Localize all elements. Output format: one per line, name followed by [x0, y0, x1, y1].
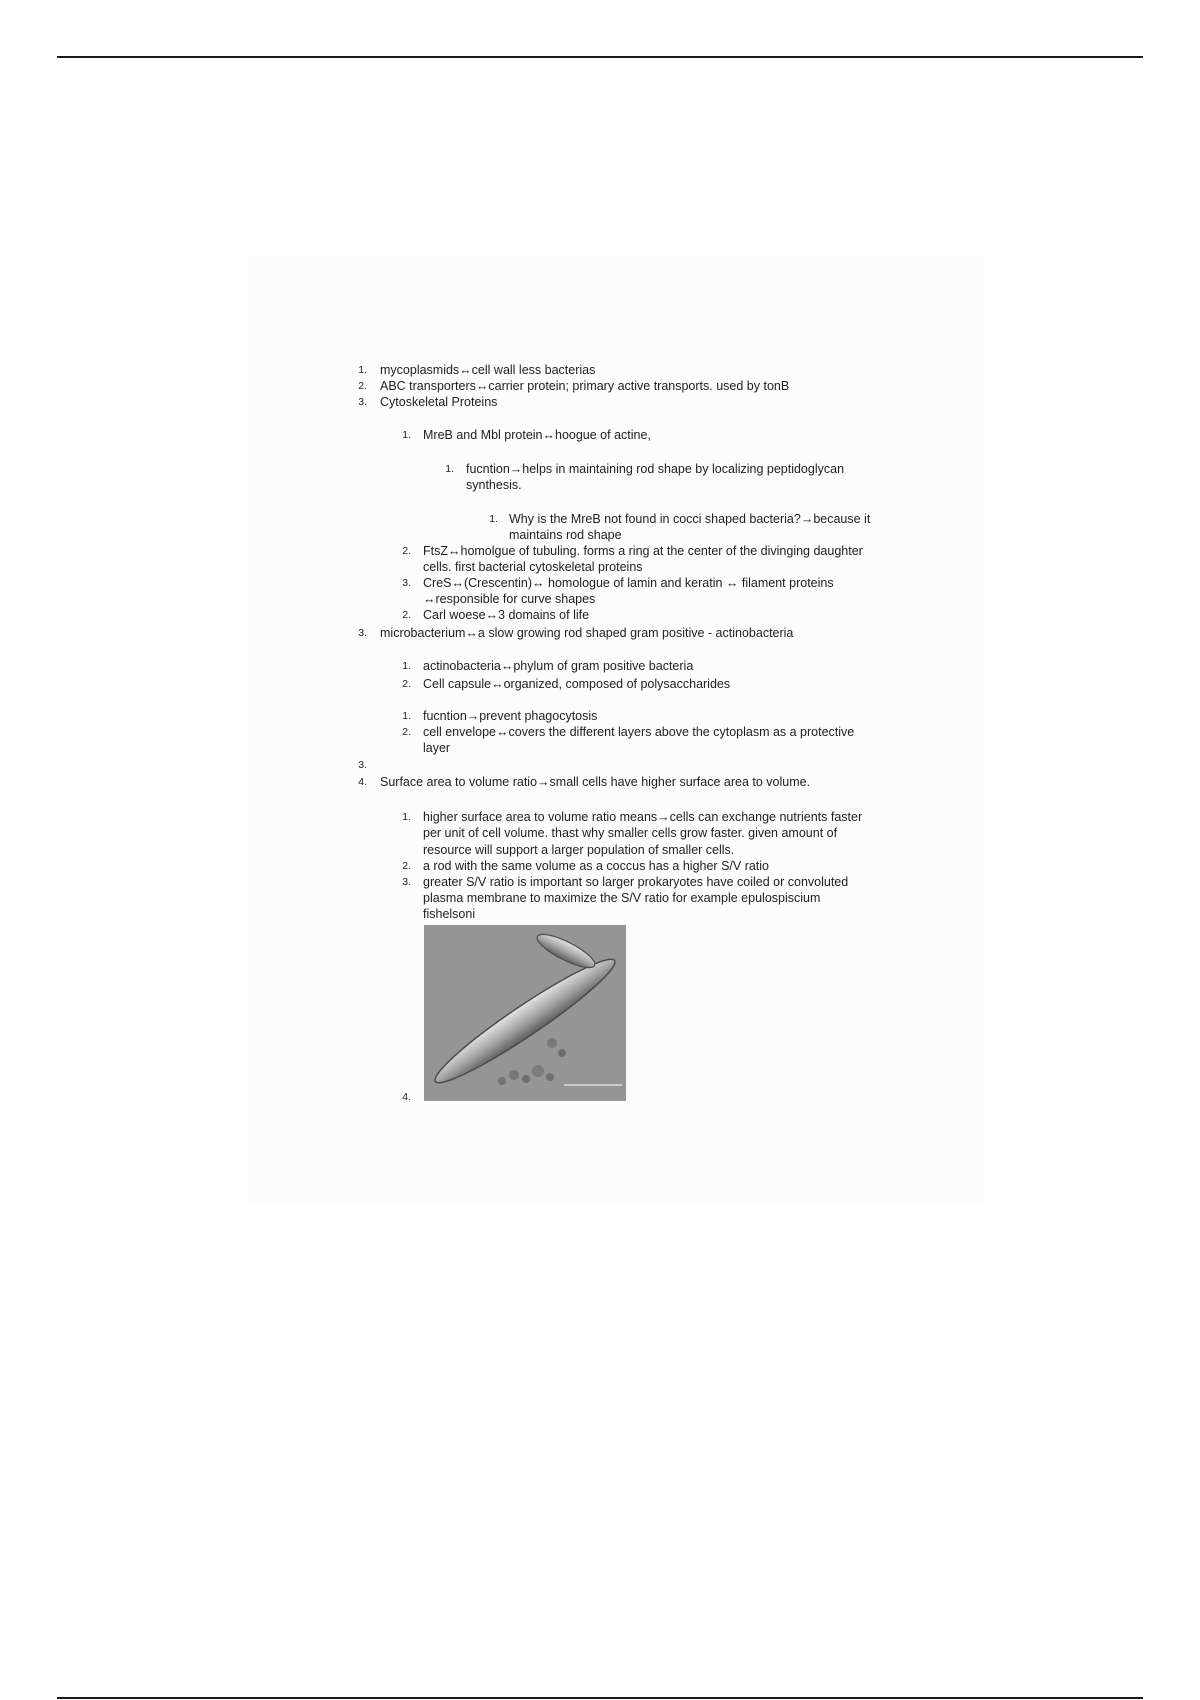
list-item-continuation: plasma membrane to maximize the S/V ratio for example epulospiscium [423, 891, 821, 905]
list-item: CreS↔(Crescentin)↔ homologue of lamin and keratin ↔ filament proteins [423, 576, 834, 590]
list-item: Why is the MreB not found in cocci shaped bacteria?→because it [509, 512, 871, 526]
list-item: a rod with the same volume as a coccus has a higher S/V ratio [423, 859, 770, 873]
list-item: ABC transporters↔carrier protein; primary active transports. used by tonB [380, 379, 790, 393]
list-item-continuation: synthesis. [466, 478, 522, 492]
list-item: Cell capsule↔organized, composed of polysaccharides [423, 677, 731, 691]
list-number: 3. [358, 627, 367, 639]
list-number: 1. [445, 463, 454, 475]
list-item: fucntion→prevent phagocytosis [423, 709, 598, 723]
list-number: 3. [402, 876, 411, 888]
list-item-continuation: maintains rod shape [509, 528, 622, 542]
list-item: MreB and Mbl protein↔hoogue of actine, [423, 428, 651, 442]
list-item: higher surface area to volume ratio means→cells can exchange nutrients faster [423, 810, 863, 824]
list-number: 1. [489, 513, 498, 525]
list-number: 1. [402, 660, 411, 672]
list-number: 3. [402, 577, 411, 589]
list-number: 4. [358, 776, 367, 788]
list-number: 1. [402, 429, 411, 441]
list-number: 2. [402, 678, 411, 690]
list-number: 2. [402, 545, 411, 557]
list-number: 1. [358, 364, 367, 376]
list-item: Cytoskeletal Proteins [380, 395, 498, 409]
list-item: Carl woese↔3 domains of life [423, 608, 590, 622]
list-number: 1. [402, 710, 411, 722]
micrograph-drawing [424, 925, 626, 1101]
list-item: FtsZ↔homolgue of tubuling. forms a ring at the center of the divinging daughter [423, 544, 863, 558]
list-item-continuation: ↔responsible for curve shapes [423, 592, 596, 606]
list-number: 2. [402, 860, 411, 872]
list-item: mycoplasmids↔cell wall less bacterias [380, 363, 596, 377]
list-number: 2. [358, 380, 367, 392]
list-item: fucntion→helps in maintaining rod shape by localizing peptidoglycan [466, 462, 845, 476]
list-item-continuation: per unit of cell volume. thast why smaller cells grow faster. given amount of [423, 826, 838, 840]
list-number: 4. [402, 1091, 411, 1103]
list-item: microbacterium↔a slow growing rod shaped gram positive - actinobacteria [380, 626, 794, 640]
micrograph-epulopiscium-image [424, 925, 626, 1101]
list-item-continuation: cells. first bacterial cytoskeletal proteins [423, 560, 643, 574]
list-number: 1. [402, 811, 411, 823]
list-item: greater S/V ratio is important so larger prokaryotes have coiled or convoluted [423, 875, 849, 889]
list-item-continuation: resource will support a larger population of smaller cells. [423, 843, 735, 857]
list-item: actinobacteria↔phylum of gram positive bacteria [423, 659, 694, 673]
list-item: Surface area to volume ratio→small cells have higher surface area to volume. [380, 775, 811, 789]
list-item-continuation: layer [423, 741, 451, 755]
list-number: 2. [402, 609, 411, 621]
list-number: 3. [358, 396, 367, 408]
list-number: 2. [402, 726, 411, 738]
list-item-continuation: fishelsoni [423, 907, 476, 921]
list-number: 3. [358, 759, 367, 771]
list-item: cell envelope↔covers the different layers above the cytoplasm as a protective [423, 725, 855, 739]
